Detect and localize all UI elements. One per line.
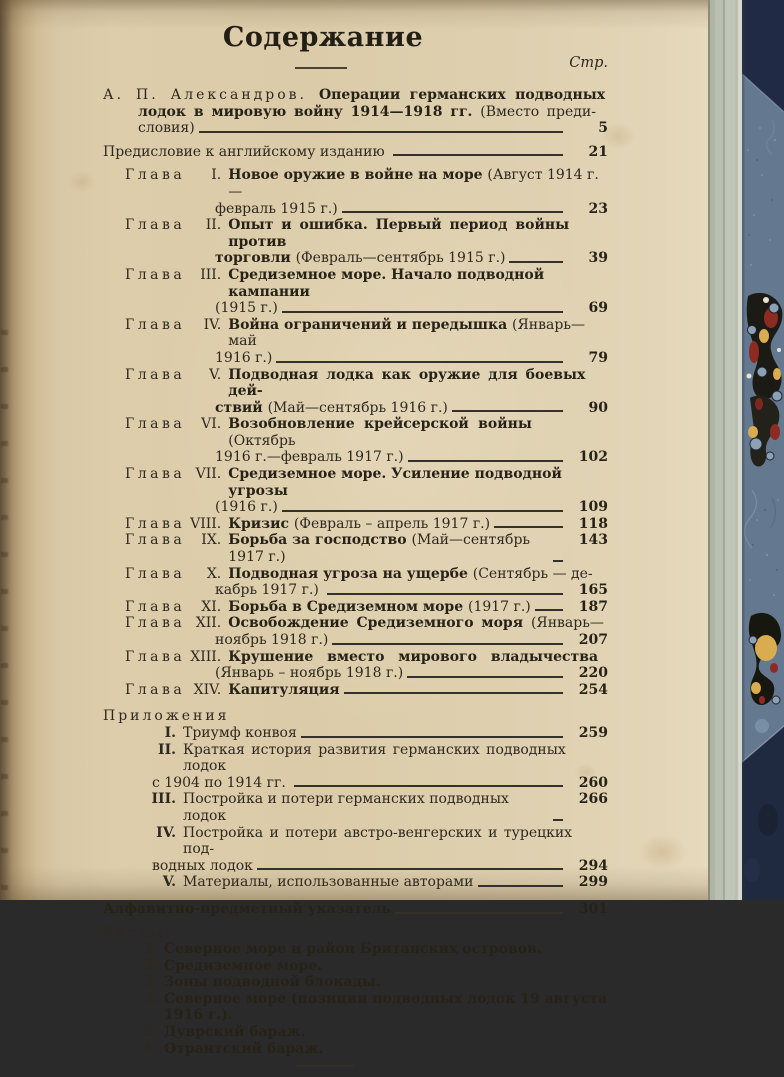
dotted-leader-line <box>276 361 563 363</box>
chapter-label: Глава <box>125 648 186 665</box>
entry-text: водных лодок <box>152 857 253 874</box>
page-number: 79 <box>588 349 608 366</box>
chapter-label: Глава <box>125 615 186 632</box>
page-block-edge <box>708 0 742 900</box>
map-item-3 <box>103 974 608 991</box>
chapter-label: Глава <box>125 565 186 582</box>
item-numeral: VII. <box>195 466 222 483</box>
entry-text: Возобновление крейсерской войны (Октябрь <box>228 416 542 449</box>
item-numeral: V. <box>209 366 222 383</box>
entry-text: Краткая история развития германских подводных лодок <box>183 741 573 775</box>
chapter-9-line <box>103 532 608 565</box>
entry-text: Зоны подводной блокады. <box>164 974 381 991</box>
entry-text: Средиземное море. Усиление подводной угрозы <box>228 466 567 499</box>
page-number: 39 <box>588 250 608 267</box>
dotted-leader-line <box>509 261 563 263</box>
dotted-leader-line <box>452 410 563 412</box>
item-numeral: III. <box>200 266 222 283</box>
page-bleed-texture <box>1 330 8 890</box>
page-number: 102 <box>578 449 608 466</box>
item-numeral: 1. <box>144 941 159 958</box>
entry-text: Крушение вместо мирового владычества <box>228 648 599 665</box>
item-numeral: II. <box>205 217 222 234</box>
page-number: 266 <box>578 791 608 808</box>
chapter-label: Глава <box>125 466 186 483</box>
page-number: 23 <box>588 200 608 217</box>
title-rule-row <box>103 53 608 83</box>
author-entry-line-3 <box>103 120 608 137</box>
chapter-label: Глава <box>125 532 186 549</box>
chapter-5-line-2 <box>103 400 608 417</box>
entry-text: Триумф конвоя <box>183 724 297 741</box>
item-numeral: 3. <box>144 974 159 991</box>
item-numeral: III. <box>151 791 176 808</box>
map-item-1 <box>103 941 608 958</box>
dotted-leader-line <box>294 785 563 787</box>
page-number: 254 <box>578 681 608 698</box>
appendix-2-line-1 <box>103 742 608 775</box>
entry-text: (1915 г.) <box>215 300 278 317</box>
entry-text: Война ограничений и передышка (Январь—май <box>228 316 585 350</box>
page-number: 90 <box>588 399 608 416</box>
entry-text: Подводная угроза на ущербе (Сентябрь — де- <box>228 565 593 582</box>
page-number: 299 <box>578 874 608 891</box>
entry-text: лодок в мировую войну 1914—1918 гг. (Вместо преди- <box>138 103 596 120</box>
dotted-leader-line <box>332 643 563 645</box>
entry-text: Освобождение Средиземного моря (Январь— <box>228 615 604 632</box>
chapter-14-line <box>103 682 608 699</box>
author-entry-line-1 <box>103 87 608 104</box>
marbled-endpaper <box>742 0 784 900</box>
item-numeral: XII. <box>195 615 222 632</box>
closing-rule <box>296 1065 354 1067</box>
chapter-label: Глава <box>125 515 186 532</box>
chapter-6-line-2 <box>103 449 608 466</box>
page-number: 220 <box>578 665 608 682</box>
dotted-leader-line <box>553 819 563 821</box>
item-numeral: IX. <box>201 532 222 549</box>
chapter-label: Глава <box>125 416 186 433</box>
entry-text: ноябрь 1918 г.) <box>215 632 329 648</box>
appendix-4-line-1 <box>103 825 608 858</box>
item-numeral: VI. <box>201 416 222 433</box>
page-title: Содержание <box>222 22 424 53</box>
entry-text: Опыт и ошибка. Первый период войны против <box>228 217 577 250</box>
page-number: 69 <box>588 300 608 317</box>
entry-text: Капитуляция <box>228 681 340 698</box>
dotted-leader-line <box>282 311 563 313</box>
map-item-4 <box>103 990 612 1024</box>
item-numeral: 2. <box>144 957 159 974</box>
page-number: 294 <box>578 857 608 874</box>
dotted-leader-line <box>344 692 563 694</box>
author-entry-line-2 <box>103 104 608 121</box>
dotted-leader-line <box>395 912 563 914</box>
chapter-13-line-2 <box>103 665 608 682</box>
entry-text: словия) <box>138 120 195 137</box>
entry-text: Предисловие к английскому изданию <box>103 143 390 160</box>
entry-text: с 1904 по 1914 гг. <box>152 774 291 791</box>
entry-text: Северное море (позиции подводных лодок 19 августа 1916 г.). <box>164 990 612 1024</box>
entry-text: (Январь – ноябрь 1918 г.) <box>215 665 404 682</box>
entry-text: Постройка и потери австро-венгерских и турецких под- <box>183 824 579 858</box>
dotted-leader-line <box>393 154 563 156</box>
chapter-5-line-1 <box>103 367 608 400</box>
entry-text: Материалы, использованные авторами <box>183 874 474 891</box>
dotted-leader-line <box>407 676 563 678</box>
dotted-leader-line <box>494 526 563 528</box>
entry-text: Подводная лодка как оружие для боевых дей- <box>228 366 594 400</box>
entry-text: Карты: <box>103 924 173 941</box>
appendix-4-line-2 <box>103 858 608 875</box>
entry-text: Алфавитно-предметный указатель <box>103 900 391 917</box>
entry-text: Дуврский бараж. <box>164 1024 306 1041</box>
toc-rows <box>103 87 612 1077</box>
entry-text: (1916 г.) <box>215 499 278 516</box>
closing-rule-row <box>103 1065 608 1077</box>
dotted-leader-line <box>478 885 564 887</box>
chapter-label: Глава <box>125 681 186 698</box>
chapter-4-line-1 <box>103 317 608 350</box>
page-number: 260 <box>578 774 608 791</box>
chapter-10-line-1 <box>103 566 608 583</box>
chapter-8-line <box>103 516 608 533</box>
entry-text: Отрантский бараж. <box>164 1040 324 1057</box>
appendix-3-line <box>103 791 608 824</box>
chapter-12-line-1 <box>103 615 608 632</box>
item-numeral: 5. <box>144 1024 159 1041</box>
chapter-label: Глава <box>125 598 186 615</box>
item-numeral: IV. <box>156 824 176 841</box>
item-numeral: XIII. <box>190 648 222 665</box>
entry-text: Средиземное море. Начало подводной кампании <box>228 266 549 300</box>
page-number: 259 <box>578 724 608 741</box>
chapter-1-line-2 <box>103 201 608 218</box>
dotted-leader-line <box>342 211 563 213</box>
dotted-leader-line <box>408 460 563 462</box>
index-entry <box>103 901 608 918</box>
entry-text: Борьба за господство (Май—сентябрь 1917 г.) <box>228 532 535 566</box>
entry-text: Приложения <box>103 708 230 725</box>
chapter-11-line <box>103 599 608 616</box>
entry-text: 1916 г.—февраль 1917 г.) <box>215 449 404 466</box>
entry-text: ствий (Май—сентябрь 1916 г.) <box>215 399 448 416</box>
item-numeral: IV. <box>203 316 222 333</box>
chapter-12-line-2 <box>103 632 608 649</box>
page-number: 143 <box>578 532 608 549</box>
entry-text: Постройка и потери германских подводных лодок <box>183 791 514 824</box>
item-numeral: I. <box>211 167 222 184</box>
entry-text: Северное море и район Британских островов. <box>164 941 542 958</box>
page-column-label: Стр. <box>569 55 608 71</box>
entry-text: Средиземное море. <box>164 957 322 974</box>
item-numeral: X. <box>206 565 222 582</box>
chapter-label: Глава <box>125 366 186 383</box>
entry-text: Новое оружие в войне на море (Август 1914 г.— <box>228 167 599 200</box>
dotted-leader-line <box>199 131 563 133</box>
entry-text: 1916 г.) <box>215 349 273 366</box>
chapter-1-line-1 <box>103 167 608 200</box>
appendices-heading <box>103 708 608 725</box>
dotted-leader-line <box>301 736 563 738</box>
dotted-leader-line <box>535 609 563 611</box>
item-numeral: 4. <box>144 990 159 1007</box>
dotted-leader-line <box>553 560 563 562</box>
entry-text: торговли (Февраль—сентябрь 1915 г.) <box>215 250 506 267</box>
map-item-6 <box>103 1041 608 1058</box>
title-rule <box>295 67 347 69</box>
chapter-label: Глава <box>125 217 186 234</box>
item-numeral: XI. <box>201 598 222 615</box>
entry-text: кабрь 1917 г.) <box>215 582 324 599</box>
chapter-3-line-2 <box>103 300 608 317</box>
chapter-label: Глава <box>125 167 186 184</box>
item-numeral: 6. <box>144 1040 159 1057</box>
chapter-label: Глава <box>125 316 186 333</box>
entry-text: А. П. Александров. Операции германских подводных <box>103 87 606 103</box>
page-number: 207 <box>578 632 608 648</box>
map-item-5 <box>103 1024 608 1041</box>
page-number: 165 <box>578 582 608 599</box>
entry-text: Кризис (Февраль – апрель 1917 г.) <box>228 515 491 532</box>
dotted-leader-line <box>282 510 563 512</box>
chapter-label: Глава <box>125 266 186 283</box>
toc-page <box>103 16 612 1077</box>
appendix-2-line-2 <box>103 775 608 792</box>
chapter-2-line-2 <box>103 250 608 267</box>
map-item-2 <box>103 958 608 975</box>
appendix-1-line <box>103 725 608 742</box>
page-number: 5 <box>598 120 608 137</box>
chapter-13-line-1 <box>103 649 608 666</box>
maps-heading <box>103 925 608 942</box>
chapter-7-line-1 <box>103 466 608 499</box>
entry-text: февраль 1915 г.) <box>215 200 338 217</box>
page-number: 21 <box>588 143 608 160</box>
page-number: 118 <box>578 515 608 532</box>
preface-entry <box>103 144 608 161</box>
chapter-2-line-1 <box>103 217 608 250</box>
item-numeral: V. <box>162 874 176 891</box>
page-number: 187 <box>578 598 608 615</box>
dotted-leader-line <box>327 593 563 595</box>
page-number: 301 <box>578 900 608 917</box>
dotted-leader-line <box>257 868 563 870</box>
chapter-10-line-2 <box>103 582 608 599</box>
item-numeral: VIII. <box>190 515 222 532</box>
item-numeral: XIV. <box>193 681 222 698</box>
page-number: 109 <box>578 499 608 516</box>
entry-text: Борьба в Средиземном море (1917 г.) <box>228 598 531 615</box>
chapter-7-line-2 <box>103 499 608 516</box>
item-numeral: I. <box>164 724 176 741</box>
chapter-4-line-2 <box>103 350 608 367</box>
appendix-5-line <box>103 874 608 891</box>
chapter-6-line-1 <box>103 416 608 449</box>
item-numeral: II. <box>158 741 176 758</box>
chapter-3-line-1 <box>103 267 608 300</box>
